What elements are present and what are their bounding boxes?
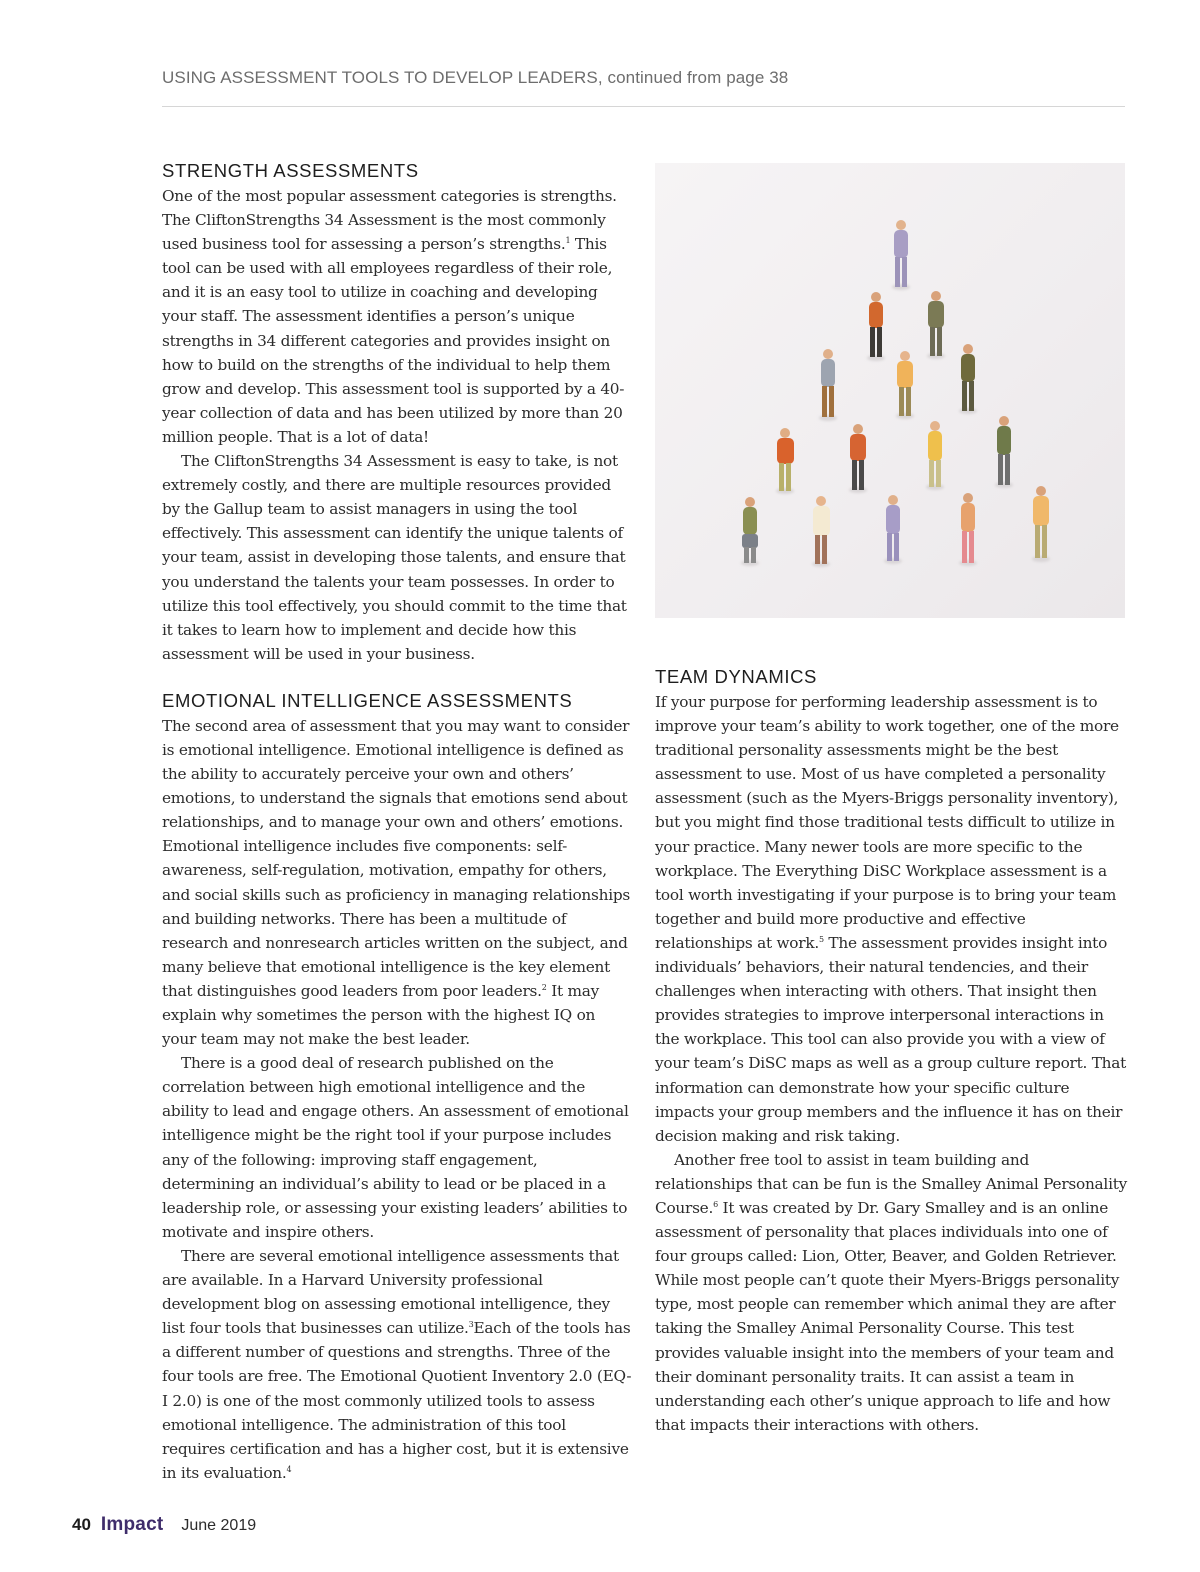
strength-paragraph-1: One of the most popular assessment categories is strengths. The CliftonStrengths 34 Assessment is the most commonly used business tool for assessing a person’s strengths.$^1$ This tool can be used with all employees regardless of their role, and it is an easy tool to utilize in coaching and developing your staff. The assessment identifies a person’s unique strengths in 34 different categories and provides insight on how to build on the strengths of the individual to help them grow and develop. This assessment tool is supported by a 40-year collection of data and has been utilized by more than 20 million people. That is a lot of data! — [162, 187, 625, 446]
left-column — [162, 158, 632, 1485]
figurine — [849, 424, 867, 493]
magazine-logo: Impact — [100, 1514, 164, 1535]
figurine — [892, 220, 910, 290]
issue-date: June 2019 — [181, 1517, 257, 1534]
figurine — [867, 292, 885, 361]
running-title: USING ASSESSMENT TOOLS TO DEVELOP LEADERS — [162, 68, 598, 87]
figurines-illustration — [655, 163, 1125, 618]
footnote-1[interactable]: 1 — [565, 236, 571, 246]
figurine — [927, 291, 945, 359]
page-number: 40 — [72, 1515, 91, 1534]
continued-note: , continued from page 38 — [597, 68, 789, 87]
emotional-paragraph-3: There are several emotional intelligence assessments that are available. In a Harvard University professional development blog on assessing emotional intelligence, they list four tools that businesses can utilize.$^3$Each of the tools has a different number of questions and strengths. Three of the four tools are free. The Emotional Quotient Inventory 2.0 (EQ-I 2.0) is one of the most commonly utilized tools to assess emotional intelligence. The administration of this tool requires certification and has a higher cost, but it is extensive in its evaluation.$^4$ — [162, 1246, 632, 1482]
strength-paragraph-2: The CliftonStrengths 34 Assessment is easy to take, is not extremely costly, and there are multiple resources provided by the Gallup team to assist managers in using the tool effectively. This assessment can identify the unique talents of your team, assist in developing those talents, and ensure that you understand the talents your team possesses. In order to utilize this tool effectively, you should commit to the time that it takes to learn how to implement and decide how this assessment will be used in your business. — [162, 452, 627, 663]
footnote-6[interactable]: 6 — [713, 1199, 718, 1209]
figurine — [1032, 486, 1050, 562]
footnote-5[interactable]: 5 — [818, 934, 824, 944]
heading-strength: STRENGTH ASSESSMENTS — [162, 160, 419, 181]
heading-emotional: EMOTIONAL INTELLIGENCE ASSESSMENTS — [162, 689, 573, 711]
team-figurines-photo — [655, 163, 1125, 618]
figurine — [959, 493, 977, 566]
team-paragraph-1: If your purpose for performing leadership assessment is to improve your team’s ability to work together, one of the more traditional personality assessments might be the best assessment to use. Most of us have completed a personality assessment (such as the Myers-Briggs personality inventory), but you might find those traditional tests difficult to utilize in your practice. Many newer tools are more specific to the workplace. The Everything DiSC Workplace assessment is a tool worth investigating if your purpose is to bring your team together and build more productive and effective relationships at work.$^5$ The assessment provides insight into individuals’ behaviors, their natural tendencies, and their challenges when interacting with others. That insight then provides strategies to improve interpersonal interactions in the workplace. This tool can also provide you with a view of your team’s DiSC maps as well as a group culture report. That information can demonstrate how your specific culture impacts your group members and the influence it has on their decision making and risk taking. — [655, 693, 1127, 1145]
footnote-3[interactable]: 3 — [468, 1320, 474, 1330]
right-column — [655, 664, 1127, 1437]
figurine — [819, 349, 837, 421]
heading-team: TEAM DYNAMICS — [655, 666, 817, 687]
figurine — [776, 428, 794, 494]
figurine — [995, 416, 1013, 488]
figurine — [959, 344, 977, 414]
page-footer — [72, 1514, 256, 1536]
footnote-2[interactable]: 2 — [541, 982, 547, 992]
emotional-paragraph-2: There is a good deal of research published on the correlation between high emotional intelligence and the ability to lead and engage others. An assessment of emotional intelligence might be the right tool if your purpose includes any of the following: improving staff engagement, determining an individual’s ability to lead or be placed in a leadership role, or assessing your existing leaders’ abilities to motivate and inspire others. — [162, 1054, 629, 1241]
header-rule — [162, 106, 1125, 107]
figurine — [812, 496, 830, 567]
team-paragraph-2: Another free tool to assist in team building and relationships that can be fun is the Smalley Animal Personality Course.$^6$ It was created by Dr. Gary Smalley and is an online assessment of personality that places individuals into one of four groups called: Lion, Otter, Beaver, and Golden Retriever. While most people can’t quote their Myers-Briggs personality type, most people can remember which animal they are after taking the Smalley Animal Personality Course. This test provides valuable insight into the members of your team and their dominant personality traits. It can assist a team in understanding each other’s unique approach to life and how that impacts their interactions with others. — [655, 1150, 1128, 1434]
figurine — [884, 495, 902, 564]
emotional-paragraph-1: The second area of assessment that you may want to consider is emotional intelligence. Emotional intelligence is defined as the ability to accurately perceive your own and others’ emotions, to understand the signals that emotions send about relationships, and to manage your own and others’ emotions. Emotional intelligence includes five components: self-awareness, self-regulation, motivation, empathy for others, and social skills such as proficiency in managing relationships and building networks. There has been a multitude of research and nonresearch articles written on the subject, and many believe that emotional intelligence is the key element that distinguishes good leaders from poor leaders.$^2$ It may explain why sometimes the person with the highest IQ on your team may not make the best leader. — [162, 716, 631, 1049]
running-head — [162, 68, 788, 88]
figurine — [926, 421, 944, 490]
figurine — [896, 351, 914, 419]
footnote-4[interactable]: 4 — [286, 1464, 292, 1474]
figurine — [741, 497, 759, 566]
